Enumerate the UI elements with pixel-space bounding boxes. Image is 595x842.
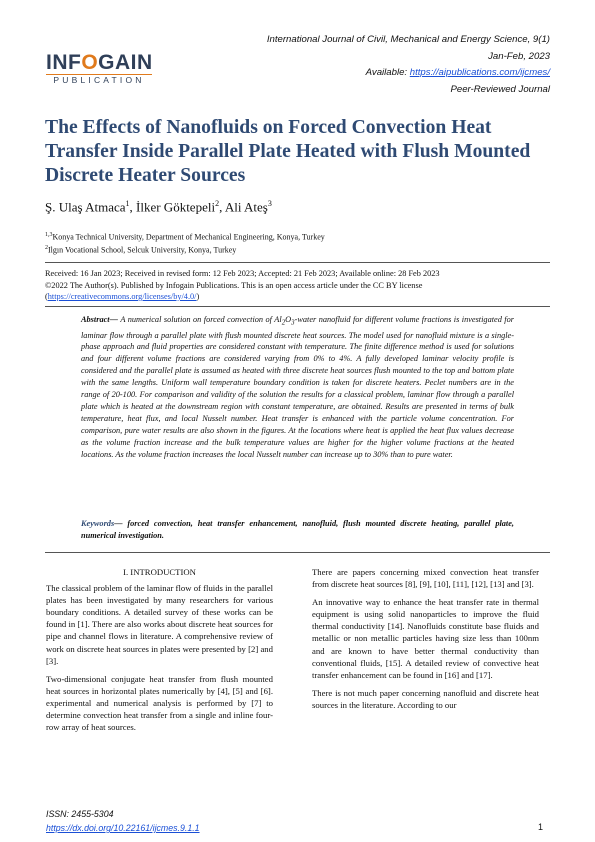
paragraph: The classical problem of the laminar flow of fluids in the parallel plates has been investigated by many researchers for various boundary conditions. A detailed survey of these works can be found in [1]. There are also works about discrete heat sources for pipe and channel flows in literature. A comprehensive review of work on discrete heat sources in plates were presented by [2] and [3]. — [46, 583, 273, 666]
body-column-right — [312, 566, 539, 717]
page-number: 1 — [537, 822, 543, 832]
logo-wordmark: INFOGAIN — [46, 51, 153, 74]
abstract: Abstract— A numerical solution on forced convection of $Al_2O_3$-water nanofluid for different volume fractions is investigated for laminar flow through a parallel plate with flush mounted discrete heat sources. The model used for nanofluid mixture is a single-phase approach and fluid properties are considered constant with temperature. The finite difference method is used for solutions and four different volume fractions are considered varying from 0% to 4%. A fully developed laminar velocity profile is considered and the parallel plate is assumed as heated with three discrete heat sources flush mounted to the top and bottom plate with the same lengths. Uniform wall temperature boundary condition is taken for discrete heaters. Peclet numbers are in the range of 20-100. For comparison and validity of the solution the results for a classical problem, laminar flow through a parallel plate which is heated at the downstream region with constant temperature, are obtained. Results are presented in terms of bulk temperature, heat flux, and local Nusselt number. Heat transfer is enhanced with the particle volume concentration. For comparison, pure water results are also shown in the figures. At the locations where heat is applied the heat flux values decrease as the volume fraction increase and the bulk temperature values are higher for the higher volume fractions at the heated locations. As the volume fraction increases the local Nusselt number can increase up to 30% than to pure water. — [81, 315, 514, 459]
divider-body — [45, 552, 550, 553]
affiliation-2: $^2$Ilgın Vocational School, Selcuk University, Konya, Turkey — [45, 245, 237, 255]
section-heading-introduction: I. INTRODUCTION — [123, 567, 196, 577]
paragraph: There is not much paper concerning nanofluid and discrete heat sources in the literature. According to our — [312, 687, 539, 710]
available-line: Available: https://aipublications.com/ijcmes/ — [365, 67, 550, 78]
article-history: Received: 16 Jan 2023; Received in revised form: 12 Feb 2023; Accepted: 21 Feb 2023; Available online: 28 Feb 2023 ©2022 The Author(s). Published by Infogain Publications. This is an open access article under the CC BY license (https://creativecommons.org/licenses/by/4.0/) — [45, 269, 440, 301]
journal-name: International Journal of Civil, Mechanical and Energy Science, 9(1) — [266, 34, 550, 45]
paragraph: Two-dimensional conjugate heat transfer from flush mounted heat sources in horizontal plates numerically by [4], [5] and [6]. experimental and numerical analysis is performed by [7] to determine convection heat transfer from a single and inline four-row array of heat sources. — [46, 673, 273, 733]
paper-title: The Effects of Nanofluids on Forced Convection Heat Transfer Inside Parallel Plate Heated with Flush Mounted Discrete Heater Sources — [45, 117, 531, 186]
logo-subtitle: PUBLICATION — [53, 75, 145, 85]
divider-abstract — [45, 306, 550, 307]
paragraph: There are papers concerning mixed convection heat transfer from discrete heat sources [8], [9], [10], [11], [12], [13] and [3]. — [312, 567, 539, 590]
paragraph: An innovative way to enhance the heat transfer rate in thermal equipment is using solid nanoparticles to improve the fluid thermal conductivity [14]. Nanofluids constitute base fluids and metallic or non metallic particles having size less than 100nm and are known to have better thermal conductivity than conventional fluids, [15]. A detailed review of convective heat transfer enhancement can be found in [16] and [17]. — [312, 597, 539, 680]
journal-url-link[interactable]: https://aipublications.com/ijcmes/ — [409, 67, 550, 78]
issn: ISSN: 2455-5304 — [46, 809, 114, 819]
affiliation-1: $^{1,3}$Konya Technical University, Department of Mechanical Engineering, Konya, Turkey — [45, 232, 325, 242]
keywords: Keywords— forced convection, heat transfer enhancement, nanofluid, flush mounted discrete heating, parallel plate, numerical investigation. — [81, 519, 514, 540]
doi-link[interactable]: https://dx.doi.org/10.22161/ijcmes.9.1.1 — [46, 823, 200, 833]
body-column-left — [46, 566, 273, 739]
author-list: Ş. Ulaş Atmaca$^1$, İlker Göktepeli$^2$, Ali Ateş$^3$ — [45, 199, 272, 215]
divider-top — [45, 262, 550, 263]
peer-reviewed-label: Peer-Reviewed Journal — [450, 84, 550, 95]
publisher-logo — [46, 50, 152, 88]
license-link[interactable]: https://creativecommons.org/licenses/by/4.0/ — [47, 292, 197, 301]
issue-date: Jan-Feb, 2023 — [488, 51, 550, 62]
